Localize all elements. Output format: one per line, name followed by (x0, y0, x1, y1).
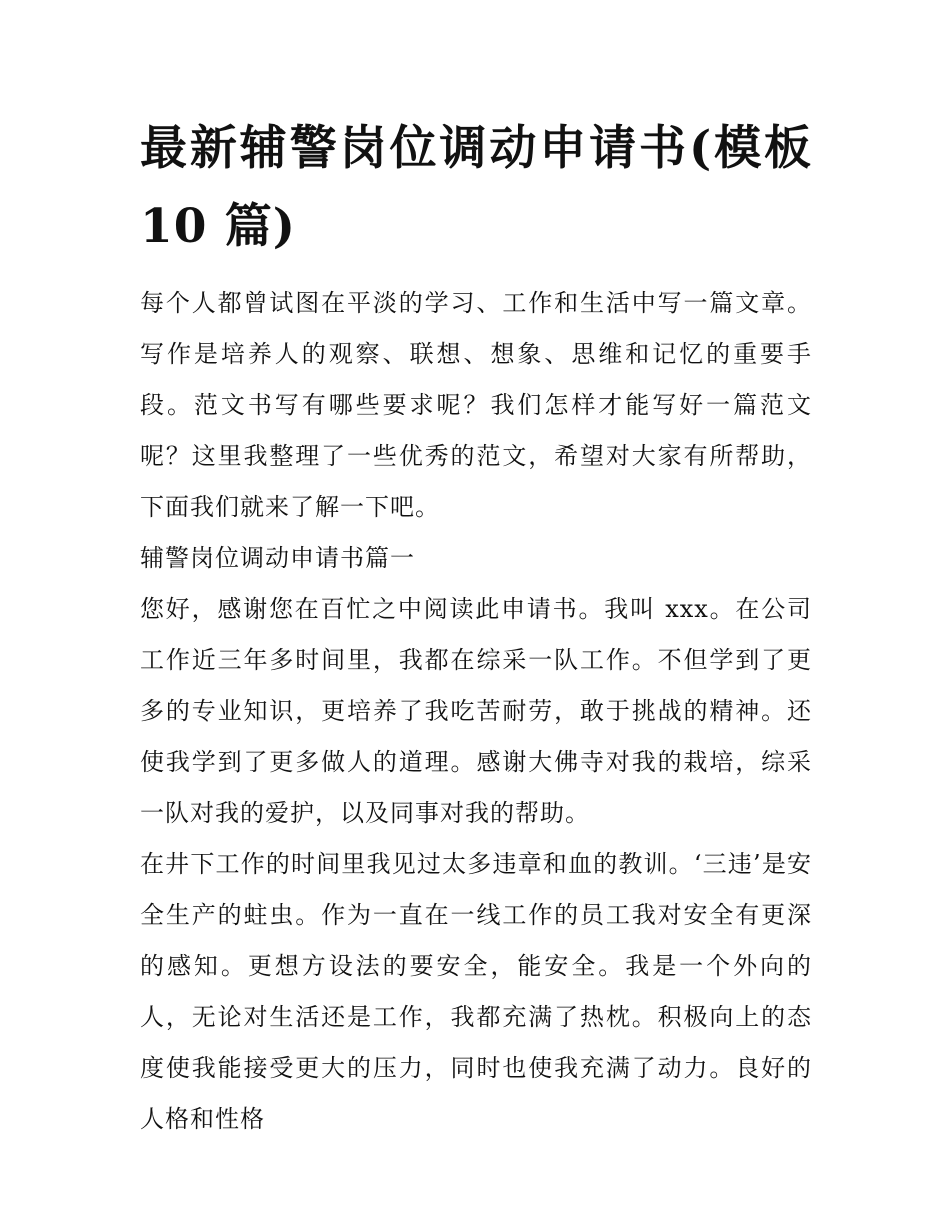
document-page (140, 110, 812, 1145)
intro-paragraph: 每个人都曾试图在平淡的学习、工作和生活中写一篇文章。写作是培养人的观察、联想、想象、思维和记忆的重要手段。范文书写有哪些要求呢？我们怎样才能写好一篇范文呢？这里我整理了一些优秀的范文，希望对大家有所帮助，下面我们就来了解一下吧。 (140, 289, 812, 521)
body-paragraph-1: 您好，感谢您在百忙之中阅读此申请书。我叫 xxx。在公司工作近三年多时间里，我都在综采一队工作。不但学到了更多的专业知识，更培养了我吃苦耐劳，敢于挑战的精神。还使我学到了更多做人的道理。感谢大佛寺对我的栽培，综采一队对我的爱护，以及同事对我的帮助。 (140, 595, 812, 827)
body-paragraph-2: 在井下工作的时间里我见过太多违章和血的教训。‘三违’是安全生产的蛀虫。作为一直在一线工作的员工我对安全有更深的感知。更想方设法的要安全，能安全。我是一个外向的人，无论对生活还是工作，我都充满了热枕。积极向上的态度使我能接受更大的压力，同时也使我充满了动力。良好的人格和性格 (140, 850, 812, 1133)
document-title: 最新辅警岗位调动申请书(模板10 篇) (140, 121, 812, 254)
section-heading: 辅警岗位调动申请书篇一 (140, 544, 415, 572)
